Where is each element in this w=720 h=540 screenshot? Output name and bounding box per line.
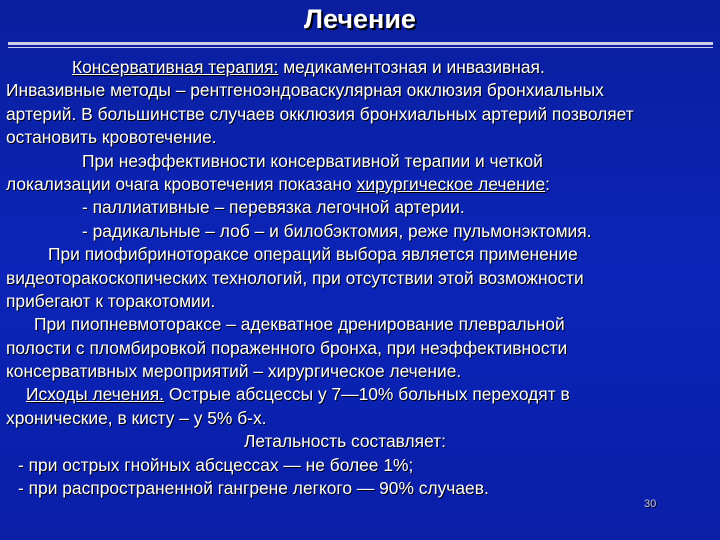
conservative-therapy-heading: Консервативная терапия:: [72, 57, 279, 77]
page-number: 30: [644, 498, 657, 510]
text-line: консервативных мероприятий – хирургическое лечение.: [6, 361, 462, 382]
list-item: - при острых гнойных абсцессах — не более 1%;: [18, 454, 414, 475]
text-fragment: Острые абсцессы у 7—10% больных переходят в: [164, 384, 570, 405]
list-item: - паллиативные – перевязка легочной артерии.: [82, 197, 465, 218]
text-line: хронические, в кисту – у 5% б-х.: [6, 407, 267, 428]
text-line: [6, 383, 720, 406]
text-fragment: медикаментозная и инвазивная.: [278, 57, 545, 77]
title-divider-thick: [8, 42, 713, 45]
text-line: прибегают к торакотомии.: [6, 290, 216, 311]
mortality-heading: Летальность составляет:: [244, 431, 446, 452]
text-line: При пиопневмоторaксе – адекватное дренирование плевральной: [34, 314, 565, 335]
list-item: - при распространенной гангрене легкого — 90% случаев.: [18, 478, 489, 499]
outcomes-heading: Исходы лечения.: [26, 384, 165, 405]
text-line: При неэффективности консервативной терапии и четкой: [82, 150, 543, 171]
text-line: артерий. В большинстве случаев окклюзия бронхиальных артерий позволяет: [6, 103, 634, 124]
text-line: Инвазивные методы – рентгеноэндоваскулярная окклюзия бронхиальных: [6, 80, 604, 101]
slide-body: [6, 56, 720, 500]
text-fragment: локализации очага кровотечения показано: [6, 173, 357, 194]
slide-title: Лечение: [304, 4, 416, 34]
text-line: остановить кровотечение.: [6, 127, 217, 148]
text-line: полости с пломбировкой пораженного бронха, при неэффективности: [6, 337, 568, 358]
text-line: видеоторакоскопических технологий, при отсутствии этой возможности: [6, 267, 584, 288]
text-line: При пиофибриноторaксе операций выбора является применение: [48, 244, 578, 265]
surgical-treatment-term: хирургическое лечение: [356, 173, 546, 194]
list-item: - радикальные – лоб – и билобэктомия, реже пульмонэктомия.: [82, 220, 592, 241]
text-fragment: :: [545, 173, 550, 194]
title-divider-thin: [8, 47, 713, 48]
text-line: [6, 173, 720, 196]
text-line: [6, 56, 720, 79]
